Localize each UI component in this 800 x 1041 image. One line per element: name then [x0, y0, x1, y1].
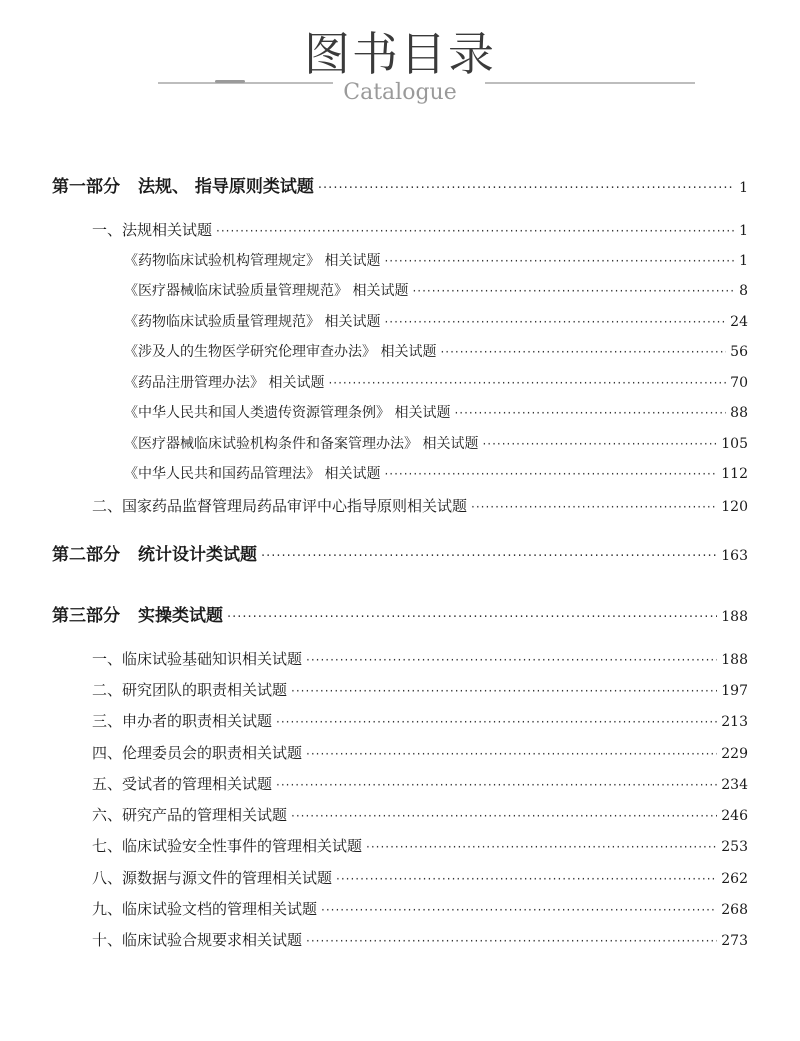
toc-item[interactable] — [124, 402, 748, 422]
toc-section-label: 二、国家药品监督管理局药品审评中心指导原则相关试题 — [92, 497, 468, 515]
dot-leader — [306, 653, 717, 667]
toc-page-number: 234 — [721, 777, 748, 793]
dot-leader — [384, 254, 735, 268]
toc-item-label: 《医疗器械临床试验质量管理规范》 相关试题 — [124, 283, 409, 299]
page-subtitle: Catalogue — [343, 80, 457, 105]
toc-item[interactable] — [124, 433, 748, 453]
dot-leader — [216, 224, 735, 238]
toc-item-label: 《医疗器械临床试验机构条件和备案管理办法》 相关试题 — [124, 436, 479, 452]
toc-section-label: 三、申办者的职责相关试题 — [92, 712, 273, 730]
toc-item-label: 《药物临床试验质量管理规范》 相关试题 — [124, 314, 381, 330]
dot-leader — [336, 872, 717, 886]
toc-item[interactable] — [124, 372, 748, 392]
toc-page-number: 105 — [721, 436, 748, 452]
dot-leader — [366, 840, 717, 854]
toc-section[interactable] — [92, 773, 748, 794]
dot-leader — [291, 684, 717, 698]
toc-part-label: 第一部分 法规、 指导原则类试题 — [52, 177, 314, 197]
toc-section[interactable] — [92, 648, 748, 669]
toc-page-number: 24 — [730, 314, 748, 330]
catalogue-header — [0, 0, 800, 120]
toc-page-number: 88 — [730, 405, 748, 421]
toc-page-number: 70 — [730, 375, 748, 391]
toc-page-number: 246 — [721, 808, 748, 824]
dot-leader — [318, 181, 735, 196]
toc-page-number: 213 — [721, 714, 748, 730]
toc-page-number: 197 — [721, 683, 748, 699]
toc-section[interactable] — [92, 219, 748, 240]
toc-section[interactable] — [92, 867, 748, 888]
toc-page-number: 229 — [721, 746, 748, 762]
toc-part-label: 第二部分 统计设计类试题 — [52, 545, 257, 565]
toc-item-label: 《涉及人的生物医学研究伦理审查办法》 相关试题 — [124, 344, 437, 360]
dot-leader — [276, 715, 717, 729]
toc-section[interactable] — [92, 742, 748, 763]
dot-leader — [321, 903, 717, 917]
toc-item-label: 《药品注册管理办法》 相关试题 — [124, 375, 325, 391]
toc-item[interactable] — [124, 463, 748, 483]
toc-page-number: 188 — [721, 609, 748, 625]
toc-section[interactable] — [92, 835, 748, 856]
toc-page-number: 1 — [739, 223, 748, 239]
dot-leader — [482, 437, 717, 451]
toc-section[interactable] — [92, 929, 748, 950]
toc-page-number: 253 — [721, 839, 748, 855]
toc-section[interactable] — [92, 495, 748, 516]
toc-section-label: 九、临床试验文档的管理相关试题 — [92, 900, 318, 918]
toc-item[interactable] — [124, 311, 748, 331]
toc-page-number: 188 — [721, 652, 748, 668]
toc-part-label: 第三部分 实操类试题 — [52, 606, 223, 626]
toc-section[interactable] — [92, 804, 748, 825]
toc-page-number: 262 — [721, 871, 748, 887]
toc-section[interactable] — [92, 679, 748, 700]
dot-leader — [454, 406, 726, 420]
dot-leader — [276, 778, 717, 792]
toc-page-number: 112 — [721, 466, 748, 482]
toc-page-number: 120 — [721, 499, 748, 515]
toc-section-label: 二、研究团队的职责相关试题 — [92, 681, 288, 699]
dot-leader — [440, 345, 726, 359]
toc-page-number: 268 — [721, 902, 748, 918]
toc-item[interactable] — [124, 250, 748, 270]
toc-page-number: 8 — [739, 283, 748, 299]
toc-page-number: 273 — [721, 933, 748, 949]
toc-item-label: 《中华人民共和国人类遗传资源管理条例》 相关试题 — [124, 405, 451, 421]
toc-section-label: 五、受试者的管理相关试题 — [92, 775, 273, 793]
toc-item[interactable] — [124, 341, 748, 361]
dot-leader — [291, 809, 717, 823]
toc-page-number: 1 — [739, 180, 748, 196]
toc-part-1[interactable] — [52, 172, 748, 197]
toc-item-label: 《中华人民共和国药品管理法》 相关试题 — [124, 466, 381, 482]
dot-leader — [328, 376, 726, 390]
toc-page-number: 163 — [721, 548, 748, 564]
dot-leader — [261, 549, 717, 564]
toc-item[interactable] — [124, 280, 748, 300]
toc-page-number: 56 — [730, 344, 748, 360]
toc-section-label: 十、临床试验合规要求相关试题 — [92, 931, 303, 949]
dot-leader — [306, 934, 717, 948]
toc-section-label: 一、临床试验基础知识相关试题 — [92, 650, 303, 668]
dot-leader — [471, 500, 717, 514]
toc-item-label: 《药物临床试验机构管理规定》 相关试题 — [124, 253, 381, 269]
toc-section-label: 六、研究产品的管理相关试题 — [92, 806, 288, 824]
dot-leader — [384, 467, 717, 481]
dot-leader — [412, 284, 735, 298]
toc-part-2[interactable] — [52, 540, 748, 565]
page-title: 图书目录 — [304, 27, 496, 81]
dot-leader — [306, 747, 717, 761]
toc-part-3[interactable] — [52, 601, 748, 626]
toc-section-label: 七、临床试验安全性事件的管理相关试题 — [92, 837, 363, 855]
toc-section-label: 一、法规相关试题 — [92, 221, 213, 239]
dot-leader — [384, 315, 726, 329]
dot-leader — [227, 610, 717, 625]
toc-page-number: 1 — [739, 253, 748, 269]
toc-section[interactable] — [92, 898, 748, 919]
toc-section[interactable] — [92, 710, 748, 731]
toc-section-label: 四、伦理委员会的职责相关试题 — [92, 744, 303, 762]
toc-section-label: 八、源数据与源文件的管理相关试题 — [92, 869, 333, 887]
